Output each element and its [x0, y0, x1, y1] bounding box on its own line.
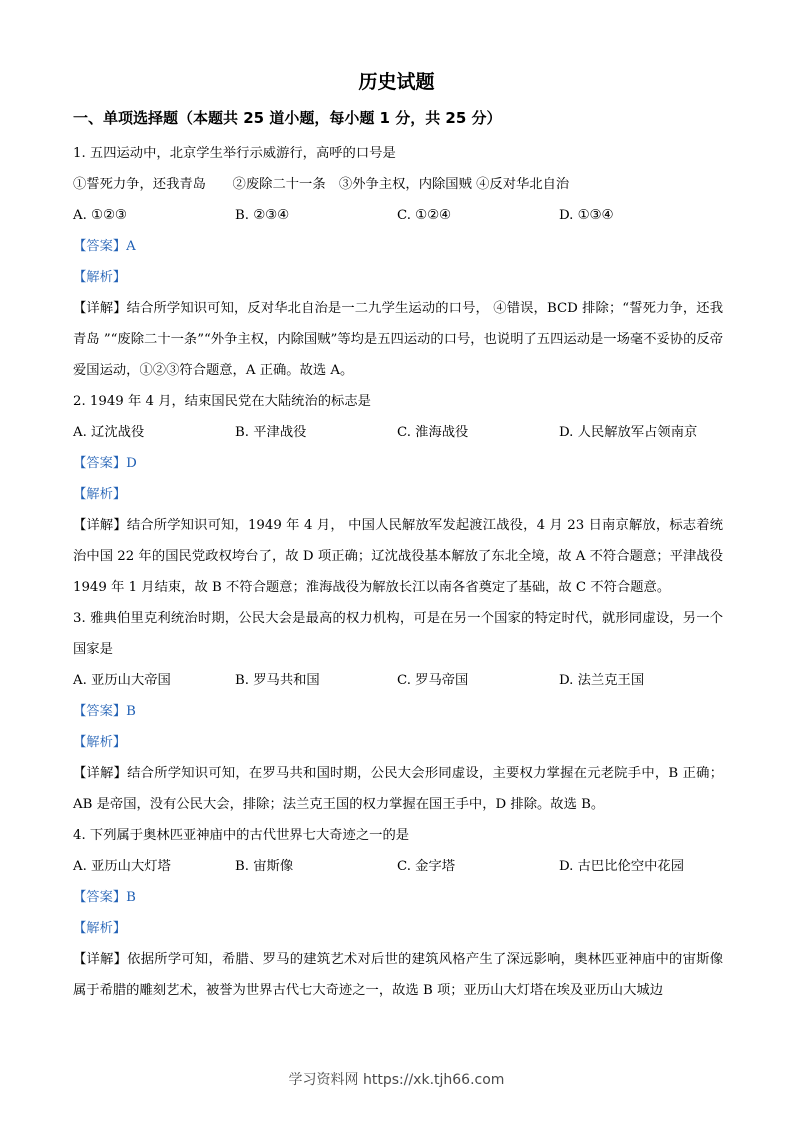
detail-text: 【详解】结合所学知识可知，1949 年 4 月， 中国人民解放军发起渡江战役，4 月 23 日南京解放，标志着统治中国 22 年的国民党政权垮台了，故 D 项正确；辽沈战役基本解放了东北全境，故 A 不符合题意；平津战役 1949 年 1 月结束，故 B 不符合题意；淮海战役为解放长江以南各省奠定了基础，故 C 不符合题意。: [73, 518, 723, 595]
footer-watermark: 学习资料网 https://xk.tjh66.com: [288, 1072, 505, 1088]
detail-text: 【详解】结合所学知识可知，反对华北自治是一二九学生运动的口号， ④错误，BCD 排除；“誓死力争，还我青岛 ”“废除二十一条”“外争主权，内除国贼”等均是五四运动的口号，也说明了五四运动是一场毫不妥协的反帝爱国运动，①②③符合题意，A 正确。故选 A。: [73, 301, 723, 378]
option-c: C. ①②④: [397, 208, 451, 223]
question-list: [73, 138, 723, 1006]
option-a: A. ①②③: [73, 208, 127, 223]
section-heading: 一、单项选择题（本题共 25 道小题，每小题 1 分，共 25 分）: [73, 109, 502, 127]
options-row: [73, 851, 723, 882]
answer-label: 【答案】A: [73, 239, 136, 254]
options-row: [73, 417, 723, 448]
option-c: C. 金字塔: [397, 859, 456, 874]
page-title: 历史试题: [358, 71, 435, 93]
answer-label: 【答案】D: [73, 456, 137, 471]
question-stem: 2. 1949 年 4 月，结束国民党在大陆统治的标志是: [73, 394, 371, 409]
detail-text: 【详解】结合所学知识可知，在罗马共和国时期，公民大会形同虚设，主要权力掌握在元老院手中，B 正确；AB 是帝国，没有公民大会，排除；法兰克王国的权力掌握在国王手中，D 排除。故选 B。: [73, 766, 723, 812]
option-d: D. 法兰克王国: [559, 673, 645, 688]
question-3: [73, 603, 723, 820]
question-statements: ①誓死力争，还我青岛 ②废除二十一条 ③外争主权，内除国贼 ④反对华北自治: [73, 177, 570, 192]
question-1: [73, 138, 723, 386]
question-stem: 3. 雅典伯里克利统治时期，公民大会是最高的权力机构，可是在另一个国家的特定时代，就形同虚设，另一个国家是: [73, 611, 723, 657]
option-a: A. 亚历山大灯塔: [73, 859, 171, 874]
option-b: B. 宙斯像: [235, 859, 294, 874]
detail-text: 【详解】依据所学可知，希腊、罗马的建筑艺术对后世的建筑风格产生了深远影响，奥林匹亚神庙中的宙斯像属于希腊的雕刻艺术，被誉为世界古代七大奇迹之一，故选 B 项；亚历山大灯塔在埃及亚历山大城边: [73, 952, 723, 998]
question-stem: 1. 五四运动中，北京学生举行示威游行，高呼的口号是: [73, 146, 396, 161]
option-a: A. 辽沈战役: [73, 425, 145, 440]
option-b: B. 平津战役: [235, 425, 307, 440]
option-b: B. 罗马共和国: [235, 673, 320, 688]
analysis-label: 【解析】: [73, 487, 127, 502]
option-d: D. 古巴比伦空中花园: [559, 859, 685, 874]
option-c: C. 淮海战役: [397, 425, 469, 440]
question-4: [73, 820, 723, 1006]
options-row: [73, 200, 723, 231]
options-row: [73, 665, 723, 696]
option-b: B. ②③④: [235, 208, 289, 223]
analysis-label: 【解析】: [73, 735, 127, 750]
analysis-label: 【解析】: [73, 270, 127, 285]
option-a: A. 亚历山大帝国: [73, 673, 171, 688]
analysis-label: 【解析】: [73, 921, 127, 936]
option-d: D. 人民解放军占领南京: [559, 425, 698, 440]
option-c: C. 罗马帝国: [397, 673, 469, 688]
question-stem: 4. 下列属于奥林匹亚神庙中的古代世界七大奇迹之一的是: [73, 828, 410, 843]
answer-label: 【答案】B: [73, 704, 136, 719]
option-d: D. ①③④: [559, 208, 614, 223]
answer-label: 【答案】B: [73, 890, 136, 905]
question-2: [73, 386, 723, 603]
